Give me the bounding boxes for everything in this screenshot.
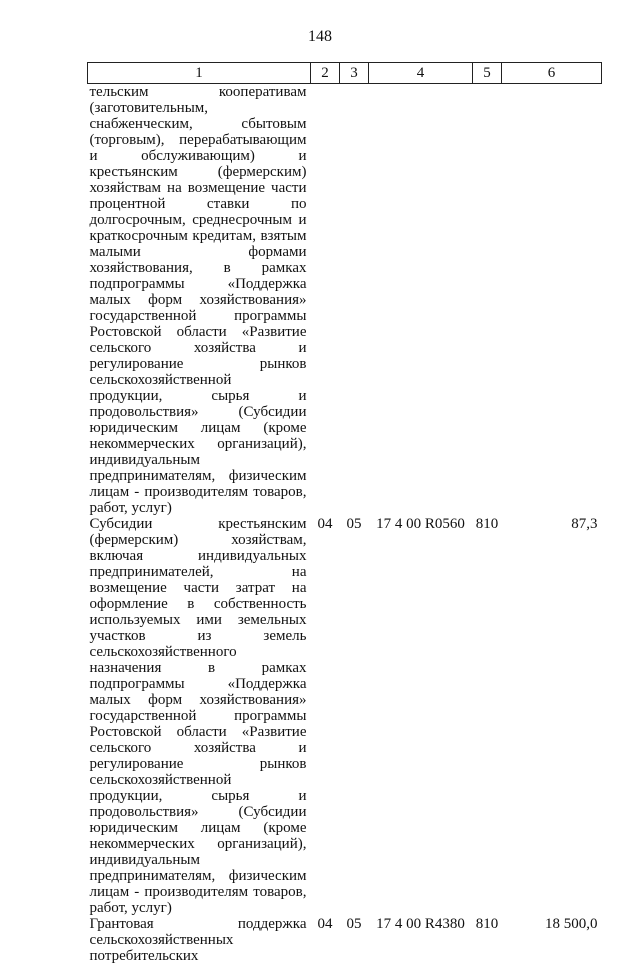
target-article-code: 17 4 00 R4380	[376, 916, 465, 932]
budget-table	[87, 62, 602, 964]
subsection-code: 05	[346, 916, 362, 932]
target-article-code: 17 4 00 R0560	[376, 516, 465, 532]
expense-type-code	[473, 84, 502, 517]
amount: 87,3	[571, 516, 598, 532]
amount	[502, 84, 602, 517]
section-code: 04	[317, 516, 333, 532]
expense-type-code: 810	[475, 516, 499, 532]
row-description: тельским кооперативам (заготовительным, снабженческим, сбытовым (торговым), перерабатывающим и обслуживающим) и крестьянским (фермерским) хозяйствам на возмещение части процентной ставки по долгосрочным, среднесрочным и краткосрочным кредитам, взятым малыми формами хозяйствования, в рамках подпрограммы «Поддержка малых форм хозяйствования» государственной программы Ростовской области «Развитие сельского хозяйства и регулирование рынков сельскохозяйственной продукции, сырья и продовольствия» (Субсидии юридическим лицам (кроме некоммерческих организаций), индивидуальным предпринимателям, физическим лицам - производителям товаров, работ, услуг)	[89, 84, 307, 516]
column-header: 5	[473, 63, 502, 84]
row-description: Грантовая поддержка сельскохозяйственных потребительских	[89, 916, 307, 964]
table-header-row	[88, 63, 602, 84]
column-header: 2	[311, 63, 340, 84]
table-row	[88, 916, 602, 964]
column-header: 1	[88, 63, 311, 84]
table-row	[88, 516, 602, 916]
table-row	[88, 84, 602, 517]
column-header: 3	[340, 63, 369, 84]
row-description: Субсидии крестьянским (фермерским) хозяйствам, включая индивидуальных предпринимателей, на возмещение части затрат на оформление в собственность используемых ими земельных участков из земель сельскохозяйственного назначения в рамках подпрограммы «Поддержка малых форм хозяйствования» государственной программы Ростовской области «Развитие сельского хозяйства и регулирование рынков сельскохозяйственной продукции, сырья и продовольствия» (Субсидии юридическим лицам (кроме некоммерческих организаций), индивидуальным предпринимателям, физическим лицам - производителям товаров, работ, услуг)	[89, 516, 307, 916]
subsection-code	[340, 84, 369, 517]
section-code	[311, 84, 340, 517]
page-number: 148	[308, 28, 332, 45]
target-article-code	[369, 84, 473, 517]
section-code: 04	[317, 916, 333, 932]
column-header: 4	[369, 63, 473, 84]
subsection-code: 05	[346, 516, 362, 532]
amount: 18 500,0	[545, 916, 598, 932]
expense-type-code: 810	[475, 916, 499, 932]
column-header: 6	[502, 63, 602, 84]
